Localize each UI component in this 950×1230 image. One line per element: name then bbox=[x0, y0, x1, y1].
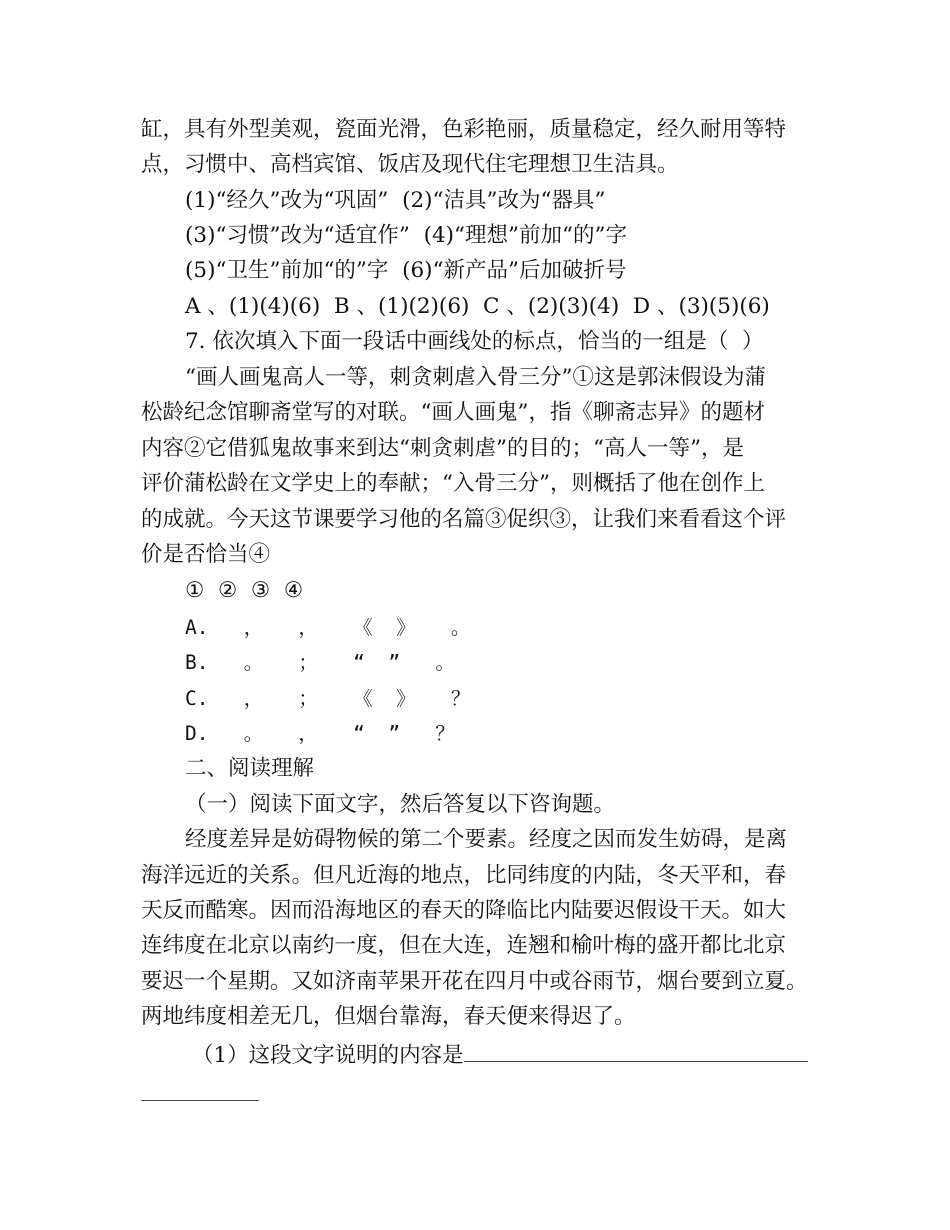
choice-line: A 、(1)(4)(6) B 、(1)(2)(6) C 、(2)(3)(4) D 、(3)(5)(6) bbox=[185, 294, 770, 319]
answer-option: A. ， ， 《 》 。 bbox=[185, 616, 471, 639]
passage-line: “画人画鬼高人一等，刺贪刺虐入骨三分”①这是郭沫假设为蒲 bbox=[185, 365, 766, 390]
passage-line: 两地纬度相差无几，但烟台靠海，春天便来得迟了。 bbox=[141, 1004, 636, 1029]
question-text: （1）这段文字说明的内容是 bbox=[192, 1043, 464, 1068]
passage-line: 价是否恰当④ bbox=[141, 542, 271, 567]
answer-option: D. 。 ， “ ” ？ bbox=[185, 722, 455, 745]
text-line: 缸，具有外型美观，瓷面光滑，色彩艳丽，质量稳定，经久耐用等特 bbox=[141, 117, 787, 142]
text-line: 点，习惯中、高档宾馆、饭店及现代住宅理想卫生洁具。 bbox=[141, 152, 679, 177]
passage-line: 评价蒲松龄在文学史上的奉献；“入骨三分”，则概括了他在创作上 bbox=[141, 471, 765, 496]
question-line bbox=[192, 1041, 808, 1069]
answer-option: B. 。 ； “ ” 。 bbox=[185, 651, 455, 674]
passage-line: 海洋远近的关系。但凡近海的地点，比同纬度的内陆，冬天平和，春 bbox=[141, 863, 787, 888]
passage-line: 要迟一个星期。又如济南苹果开花在四月中或谷雨节，烟台要到立夏。 bbox=[141, 969, 808, 994]
question-stem: 7. 依次填入下面一段话中画线处的标点，恰当的一组是（ ） bbox=[185, 329, 764, 354]
passage-line: 的成就。今天这节课要学习他的名篇③促织③，让我们来看看这个评 bbox=[141, 507, 787, 532]
passage-line: 连纬度在北京以南约一度，但在大连，连翘和榆叶梅的盛开都比北京 bbox=[141, 933, 787, 958]
answer-blank[interactable] bbox=[464, 1041, 808, 1062]
passage-line: 天反而酷寒。因而沿海地区的春天的降临比内陆要迟假设干天。如大 bbox=[141, 898, 787, 923]
passage-line: 经度差异是妨碍物候的第二个要素。经度之因而发生妨碍，是离 bbox=[185, 827, 788, 852]
option-line: (1)“经久”改为“巩固” (2)“洁具”改为“器具” bbox=[185, 188, 606, 213]
passage-line: 内容②它借狐鬼故事来到达“刺贪刺虐”的目的；“高人一等”，是 bbox=[141, 436, 744, 461]
passage-line: 松龄纪念馆聊斋堂写的对联。“画人画鬼”，指《聊斋志异》的题材 bbox=[141, 400, 765, 425]
option-line: (3)“习惯”改为“适宜作” (4)“理想”前加“的”字 bbox=[185, 223, 628, 248]
answer-option: C. ， ； 《 》 ？ bbox=[185, 687, 471, 710]
answer-header: ① ② ③ ④ bbox=[185, 578, 304, 603]
section-subtitle: （一）阅读下面文字，然后答复以下咨询题。 bbox=[185, 792, 616, 817]
section-title: 二、阅读理解 bbox=[185, 756, 315, 781]
option-line: (5)“卫生”前加“的”字 (6)“新产品”后加破折号 bbox=[185, 258, 627, 283]
answer-blank-continued[interactable] bbox=[141, 1100, 259, 1101]
